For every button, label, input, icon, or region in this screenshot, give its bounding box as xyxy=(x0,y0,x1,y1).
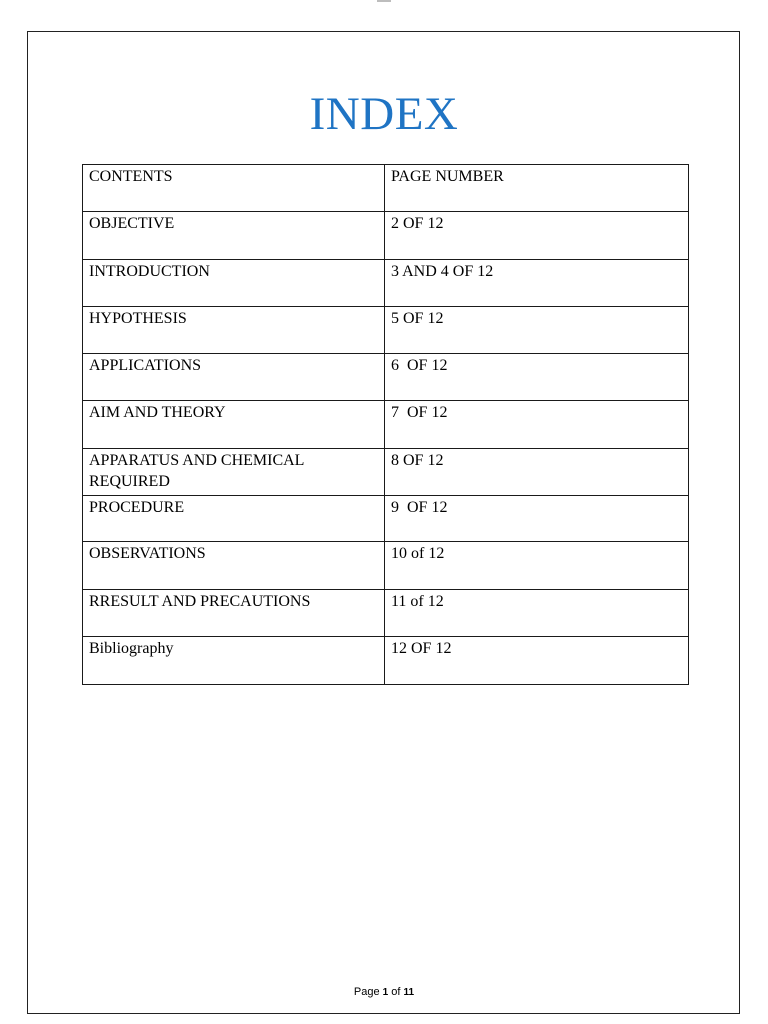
row-contents: HYPOTHESIS xyxy=(83,307,385,354)
row-page: 7 OF 12 xyxy=(385,401,689,449)
row-contents: OBJECTIVE xyxy=(83,212,385,260)
table-row xyxy=(83,212,689,260)
footer-current-page: 1 xyxy=(382,987,389,998)
row-page: 8 OF 12 xyxy=(385,449,689,496)
row-page: 2 OF 12 xyxy=(385,212,689,260)
row-contents: PROCEDURE xyxy=(83,496,385,542)
table-row xyxy=(83,496,689,542)
table-row xyxy=(83,307,689,354)
page-title: INDEX xyxy=(309,88,459,140)
header-page-number: PAGE NUMBER xyxy=(385,165,689,212)
index-table xyxy=(82,164,689,685)
table-row xyxy=(83,542,689,590)
row-page: 3 AND 4 OF 12 xyxy=(385,260,689,307)
table-row xyxy=(83,637,689,685)
row-contents: INTRODUCTION xyxy=(83,260,385,307)
row-contents: RRESULT AND PRECAUTIONS xyxy=(83,590,385,637)
row-contents: APPLICATIONS xyxy=(83,354,385,401)
page-top-mark xyxy=(377,0,391,2)
row-page: 9 OF 12 xyxy=(385,496,689,542)
table-row xyxy=(83,590,689,637)
footer-page-label: Page xyxy=(353,986,380,998)
row-contents: OBSERVATIONS xyxy=(83,542,385,590)
table-row xyxy=(83,260,689,307)
row-page: 6 OF 12 xyxy=(385,354,689,401)
table-row xyxy=(83,449,689,496)
table-row xyxy=(83,401,689,449)
page-footer xyxy=(0,984,768,1001)
header-contents: CONTENTS xyxy=(83,165,385,212)
row-page: 5 OF 12 xyxy=(385,307,689,354)
footer-of-label: of xyxy=(391,986,401,998)
table-header-row xyxy=(83,165,689,212)
row-page: 11 of 12 xyxy=(385,590,689,637)
row-page: 12 OF 12 xyxy=(385,637,689,685)
row-contents: Bibliography xyxy=(83,637,385,685)
row-page: 10 of 12 xyxy=(385,542,689,590)
table-row xyxy=(83,354,689,401)
row-contents: APPARATUS AND CHEMICAL REQUIRED xyxy=(83,449,385,496)
row-contents: AIM AND THEORY xyxy=(83,401,385,449)
footer-total-pages: 11 xyxy=(403,987,415,998)
